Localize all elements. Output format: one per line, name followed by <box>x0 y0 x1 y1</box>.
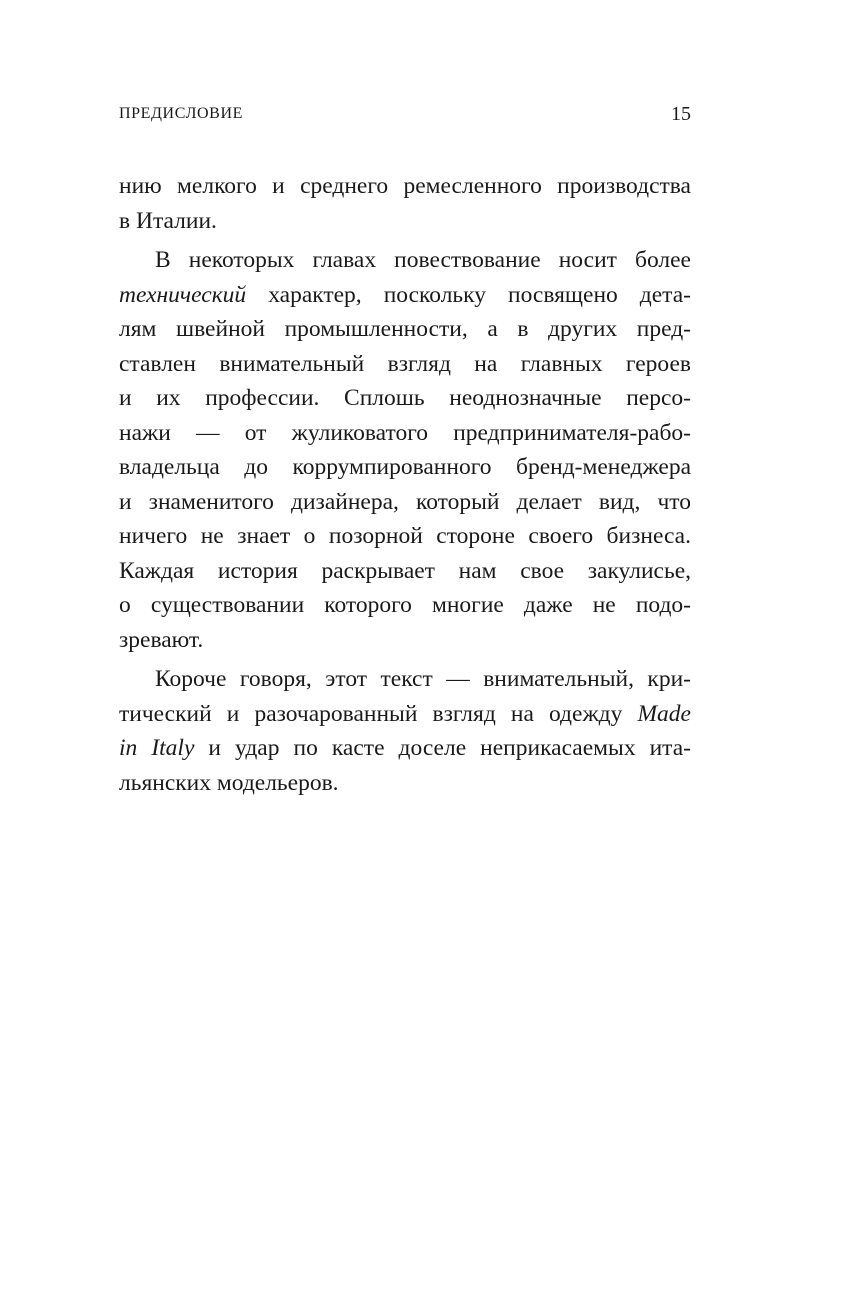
paragraph <box>119 169 691 238</box>
text-line: Каждая история раскрывает нам свое закулисье, <box>119 557 691 584</box>
italic-text: in Italy <box>119 735 195 761</box>
italic-text: технический <box>119 281 247 308</box>
text-line: нию мелкого и среднего ремесленного производства <box>119 173 691 199</box>
text-line: технический характер, поскольку посвящено дета- <box>119 281 691 308</box>
text-line: in Italy и удар по касте доселе неприкасаемых ита- <box>119 735 691 761</box>
paragraph <box>119 662 691 800</box>
page-number: 15 <box>671 103 691 125</box>
text-line: ставлен внимательный взгляд на главных героев <box>119 350 691 377</box>
text-line: о существовании которого многие даже не подо- <box>119 592 691 618</box>
text-line: льянских модельеров. <box>119 769 339 796</box>
italic-text: Made <box>637 700 691 727</box>
section-title: ПРЕДИСЛОВИЕ <box>119 105 243 122</box>
text-line: и их профессии. Сплошь неоднозначные персо- <box>119 385 691 411</box>
text-line: В некоторых главах повествование носит более <box>155 247 691 273</box>
text-line: тический и разочарованный взгляд на одежду Made <box>119 700 691 727</box>
body-text <box>119 169 691 800</box>
text-line: в Италии. <box>119 207 217 234</box>
text-line: зревают. <box>119 626 204 653</box>
paragraph <box>119 243 691 657</box>
text-line: Короче говоря, этот текст — внимательный, кри- <box>155 666 691 692</box>
text-line: владельца до коррумпированного бренд-менеджера <box>119 454 691 480</box>
running-head <box>119 102 691 126</box>
text-line: нажи — от жуликоватого предпринимателя-рабо- <box>119 419 691 446</box>
text-line: ничего не знает о позорной стороне своего бизнеса. <box>119 523 691 549</box>
text-line: и знаменитого дизайнера, который делает вид, что <box>119 488 691 515</box>
text-line: лям швейной промышленности, а в других пред- <box>119 316 691 342</box>
